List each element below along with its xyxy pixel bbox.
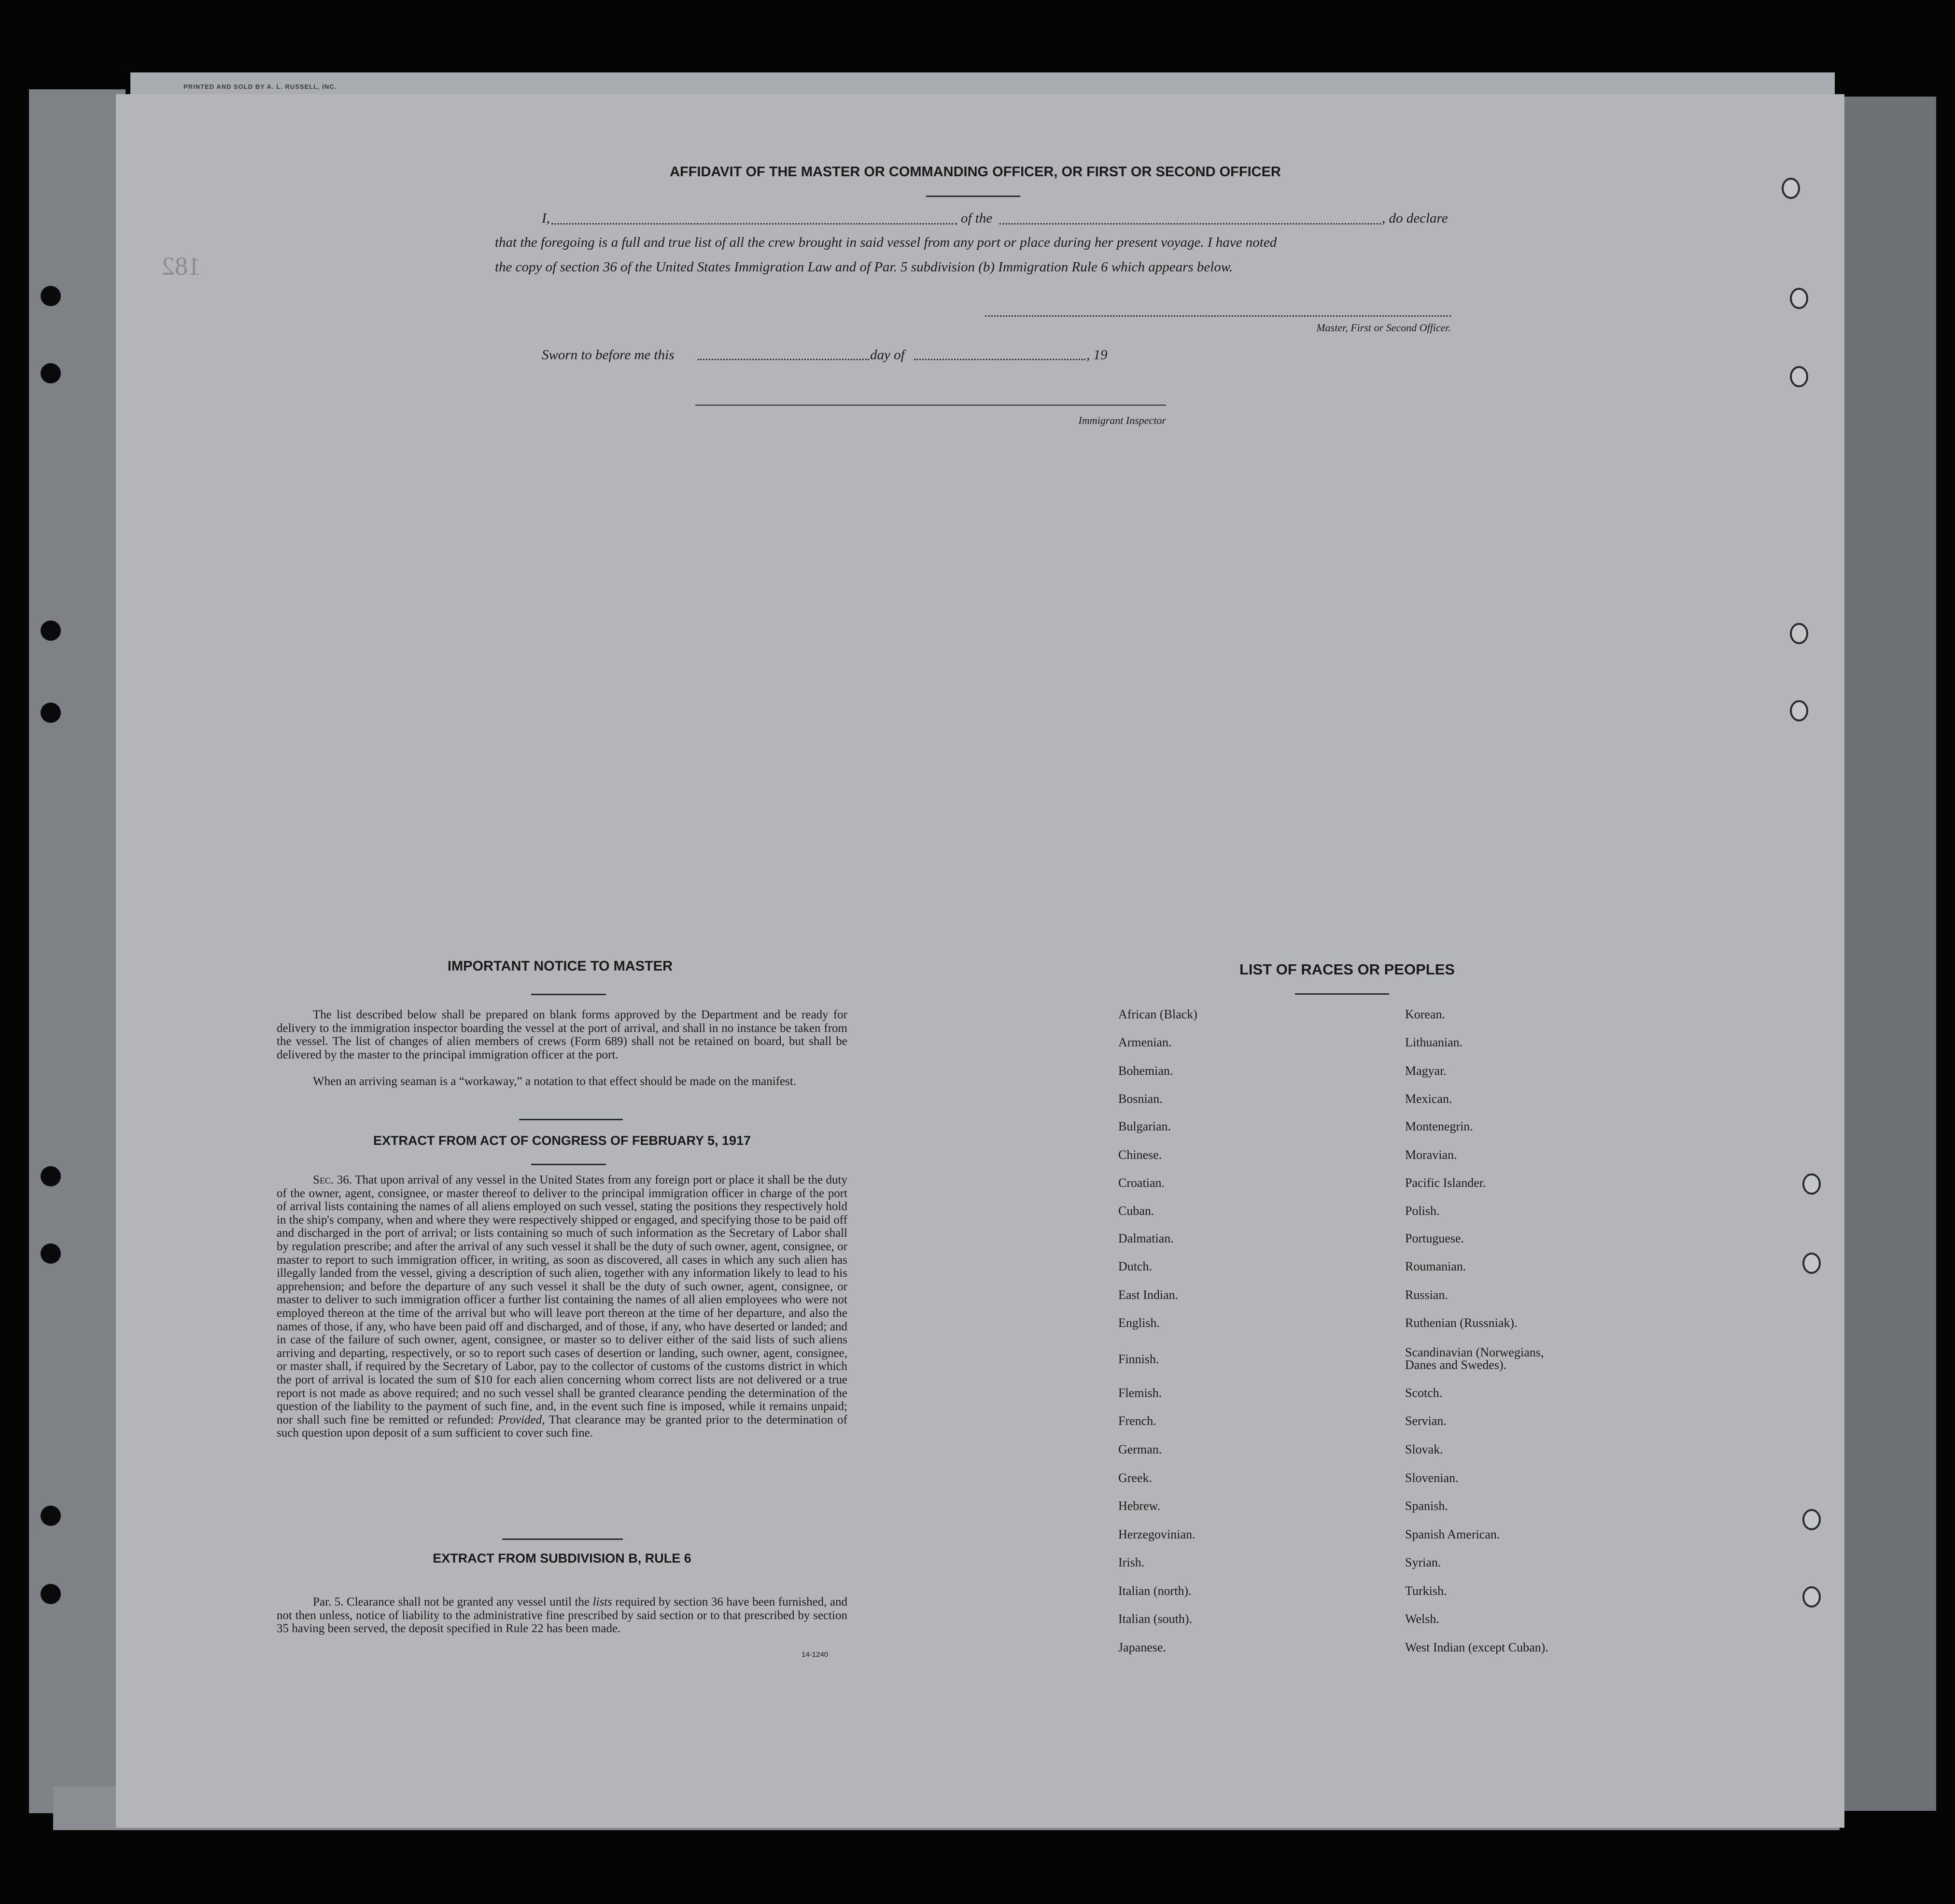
affidavit-title: AFFIDAVIT OF THE MASTER OR COMMANDING OFFICER, OR FIRST OR SECOND OFFICER [670,164,1281,180]
race-item: Montenegrin. [1405,1119,1473,1133]
notice-paragraph-2: When an arriving seaman is a “workaway,” a notation to that effect should be made on the manifest. [313,1075,797,1088]
race-item: Scotch. [1405,1386,1443,1400]
binder-hole [1790,288,1808,309]
section-36-text [277,1173,847,1440]
par-5-text [277,1595,847,1636]
race-item: Flemish. [1118,1386,1162,1400]
race-item: Italian (north). [1118,1584,1192,1598]
notice-title: IMPORTANT NOTICE TO MASTER [447,959,673,974]
race-item: West Indian (except Cuban). [1405,1640,1548,1654]
inspector-label: Immigrant Inspector [1078,414,1166,426]
race-item: Bohemian. [1118,1064,1173,1078]
race-item: Greek. [1118,1471,1153,1485]
race-item: Cuban. [1118,1204,1154,1218]
binder-hole [1802,1173,1821,1195]
notice-paragraph-1: The list described below shall be prepared on blank forms approved by the Department and be ready for delivery to the immigration inspector boarding the vessel at the port of arrival, and shall in no instance be taken from the vessel. The list of changes of alien members of crews (Form 689) shall not be retained on board, but shall be delivered by the master to the principal immigration officer at the port. [277,1008,847,1061]
binder-hole [41,286,61,306]
affidavit-line-3: the copy of section 36 of the United States Immigration Law and of Par. 5 subdivision (b) Immigration Rule 6 which appears below. [495,259,1233,275]
act-extract-title: EXTRACT FROM ACT OF CONGRESS OF FEBRUARY 5, 1917 [373,1133,751,1148]
race-item: Russian. [1405,1288,1448,1302]
binder-hole [41,621,61,641]
race-item: Chinese. [1118,1148,1162,1162]
race-item: Turkish. [1405,1584,1447,1598]
race-item: Bosnian. [1118,1092,1163,1106]
notice-rule [531,994,606,995]
binder-hole [1782,178,1800,199]
race-item: Polish. [1405,1204,1440,1218]
rule-extract-title: EXTRACT FROM SUBDIVISION B, RULE 6 [433,1551,691,1566]
title-rule [926,196,1020,197]
race-item: Bulgarian. [1118,1119,1171,1133]
binder-hole [41,703,61,723]
sworn-month-field[interactable] [914,359,1085,360]
race-item: Slovak. [1405,1442,1443,1456]
race-item: Hebrew. [1118,1499,1161,1513]
lists-word: lists [592,1595,612,1608]
race-item: Italian (south). [1118,1612,1193,1626]
race-item: Pacific Islander. [1405,1176,1486,1190]
race-item: Moravian. [1405,1148,1457,1162]
sworn-label: Sworn to before me this [542,347,675,363]
binder-hole [41,1584,61,1604]
section-36-end: That clearance may be granted prior to the determination of such question upon deposit of a sum sufficient to cover such fine. [277,1413,848,1440]
races-rule [1295,993,1389,995]
affidavit-line-2: that the foregoing is a full and true list of all the crew brought in said vessel from any port or place during her present voyage. I have noted [495,235,1277,250]
year-prefix: , 19 [1086,347,1108,363]
officer-signature-label: Master, First or Second Officer. [1316,322,1451,334]
back-sheet-right [1840,97,1936,1811]
binder-hole [1802,1253,1821,1274]
section-rule [519,1119,623,1120]
race-item: Roumanian. [1405,1259,1466,1273]
binder-hole [1790,366,1808,387]
race-item: Welsh. [1405,1612,1439,1626]
binder-hole [1802,1509,1821,1530]
race-item: Spanish American. [1405,1527,1500,1541]
par-5-text-a: Par. 5. Clearance shall not be granted any vessel until the [313,1595,590,1608]
act-rule [531,1164,606,1165]
races-title: LIST OF RACES OR PEOPLES [1239,961,1455,978]
declare-text: , do declare [1382,211,1448,226]
race-item: Danes and Swedes). [1405,1358,1507,1372]
par-5-text-b: required by section 36 have been furnished, and not then unless, notice of liability to the administrative fine prescribed by said section or to that prescribed by section 35 having been served, the deposit specified in Rule 22 has been made. [277,1595,848,1636]
race-item: Ruthenian (Russniak). [1405,1316,1518,1330]
race-item: Lithuanian. [1405,1035,1463,1049]
race-item: French. [1118,1414,1156,1428]
race-item: Armenian. [1118,1035,1172,1049]
form-number: 14-1240 [802,1650,829,1659]
race-item: Japanese. [1118,1640,1166,1654]
provided-word: Provided, [498,1413,545,1426]
sworn-day-field[interactable] [698,359,869,360]
race-item: Syrian. [1405,1555,1441,1569]
binder-hole [1790,700,1808,721]
race-item: Croatian. [1118,1176,1165,1190]
binder-hole [1802,1586,1821,1608]
race-item: Irish. [1118,1555,1145,1569]
vessel-label: of the [961,211,993,226]
race-item: Magyar. [1405,1064,1447,1078]
race-item: African (Black) [1118,1007,1197,1021]
race-item: Korean. [1405,1007,1446,1021]
race-item: Servian. [1405,1414,1447,1428]
race-item: Mexican. [1405,1092,1452,1106]
back-sheet-left [29,89,126,1813]
race-item: Herzegovinian. [1118,1527,1196,1541]
race-item: German. [1118,1442,1162,1456]
declarant-name-field[interactable] [551,223,957,225]
margin-number: 182 [162,252,201,281]
race-item: English. [1118,1316,1160,1330]
binder-hole [41,1166,61,1186]
officer-signature-field[interactable] [985,315,1451,317]
section-rule [502,1538,623,1540]
race-item: Slovenian. [1405,1471,1459,1485]
binder-hole [41,363,61,383]
binder-hole [1790,623,1808,644]
section-36-body: That upon arrival of any vessel in the United States from any foreign port or place it shall be the duty of the owner, agent, consignee, or master thereof to deliver to the principal immigration officer in charge of the port of arrival lists containing the names of all aliens employed on such vessel, stating the positions they respectively hold in the ship's company, when and where they were respectively shipped or engaged, and specifying those to be paid off and discharged in the port of arrival; or lists containing so much of such information as the Secretary of Labor shall by regulation prescribe; and after the arrival of any such vessel it shall be the duty of such owner, agent, consignee, or master to report to such immigration officer, in writing, as soon as discovered, all cases in which any such alien has illegally landed from the vessel, giving a description of such alien, together with any information likely to lead to his apprehension; and before the departure of any such vessel it shall be the duty of such owner, agent, consignee, or master to deliver to such immigration officer a further list containing the names of all alien employees who were not employed thereon at the time of the arrival but who will leave port thereon at the time of her departure, and also the names of those, if any, who have been paid off and discharged, and of those, if any, who have deserted or landed; and in case of the failure of such owner, agent, consignee, or master so to deliver either of the said lists of such aliens arriving and departing, respectively, or so to report such cases of desertion or landing, such owner, agent, consignee, or master shall, if required by the Secretary of Labor, pay to the collector of customs of the customs district in which the port of arrival is located the sum of $10 for each alien concerning whom correct lists are not delivered or a true report is not made as above required; and no such vessel shall be granted clearance pending the determination of the question of the liability to the payment of such fine, and, in the event such fine is imposed, while it remains unpaid; nor shall such fine be remitted or refunded: [277,1173,847,1426]
race-item: East Indian. [1118,1288,1179,1302]
race-item: Spanish. [1405,1499,1448,1513]
race-item: Finnish. [1118,1352,1159,1366]
printer-imprint: PRINTED AND SOLD BY A. L. RUSSELL, INC. [183,83,337,90]
race-item: Portuguese. [1405,1231,1464,1245]
day-of-label: day of [870,347,905,363]
binder-hole [41,1243,61,1264]
race-item: Dutch. [1118,1259,1153,1273]
inspector-signature-field[interactable] [695,405,1166,406]
declarant-label: I, [542,211,550,226]
vessel-name-field[interactable] [999,223,1381,225]
binder-hole [41,1506,61,1526]
race-item: Dalmatian. [1118,1231,1174,1245]
section-label: Sec. 36. [313,1173,352,1186]
race-item: Scandinavian (Norwegians, [1405,1345,1544,1359]
